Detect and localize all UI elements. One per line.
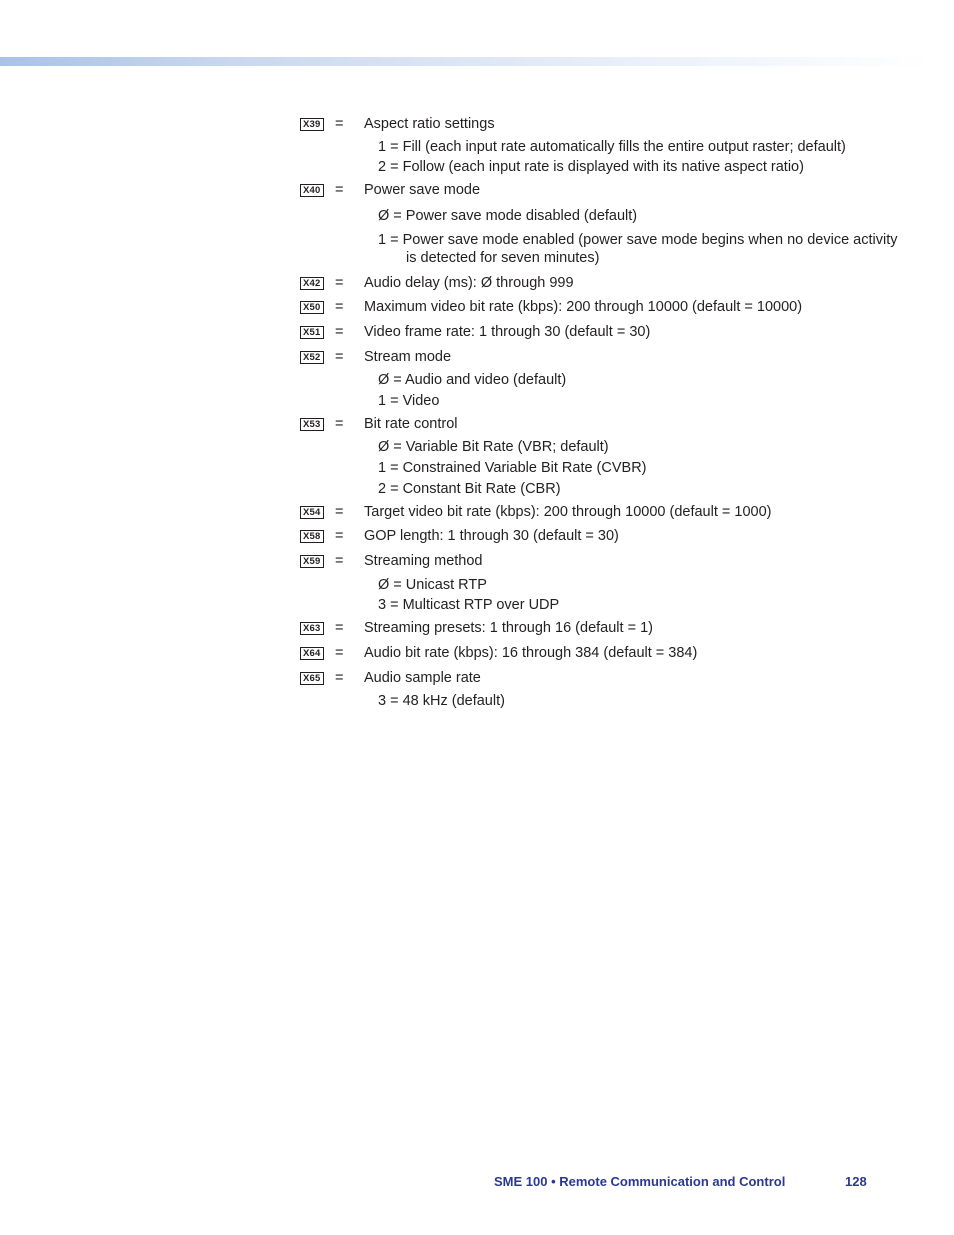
variable-option: 1 = Power save mode enabled (power save mode begins when no device activity is detected for seven minutes) xyxy=(378,232,898,266)
variable-description: Bit rate control xyxy=(364,416,458,432)
variable-description: Streaming presets: 1 through 16 (default = 1) xyxy=(364,620,653,636)
equals-sign: = xyxy=(335,553,344,569)
variable-option: 2 = Follow (each input rate is displayed with its native aspect ratio) xyxy=(378,159,804,175)
variable-tag: X63 xyxy=(300,622,324,635)
variable-description: Streaming method xyxy=(364,553,483,569)
variable-tag: X59 xyxy=(300,555,324,568)
equals-sign: = xyxy=(335,528,344,544)
equals-sign: = xyxy=(335,324,344,340)
variable-option: Ø = Variable Bit Rate (VBR; default) xyxy=(378,439,609,455)
variable-option: Ø = Power save mode disabled (default) xyxy=(378,208,638,224)
variable-option: 2 = Constant Bit Rate (CBR) xyxy=(378,481,561,497)
variable-tag: X40 xyxy=(300,184,324,197)
equals-sign: = xyxy=(335,182,344,198)
page-number: 128 xyxy=(845,1174,867,1189)
variable-description: Maximum video bit rate (kbps): 200 through 10000 (default = 10000) xyxy=(364,299,803,315)
variable-description: Stream mode xyxy=(364,349,452,365)
variable-description: GOP length: 1 through 30 (default = 30) xyxy=(364,528,619,544)
variable-option: 1 = Constrained Variable Bit Rate (CVBR) xyxy=(378,460,647,476)
variable-tag: X65 xyxy=(300,672,324,685)
variable-description: Video frame rate: 1 through 30 (default = 30) xyxy=(364,324,651,340)
variable-tag: X52 xyxy=(300,351,324,364)
variable-description: Audio sample rate xyxy=(364,670,481,686)
equals-sign: = xyxy=(335,670,344,686)
variable-tag: X53 xyxy=(300,418,324,431)
equals-sign: = xyxy=(335,504,344,520)
variable-tag: X42 xyxy=(300,277,324,290)
variable-description: Audio delay (ms): Ø through 999 xyxy=(364,275,574,291)
equals-sign: = xyxy=(335,620,344,636)
variable-tag: X64 xyxy=(300,647,324,660)
variable-option: 1 = Video xyxy=(378,393,440,409)
equals-sign: = xyxy=(335,349,344,365)
variable-option: 1 = Fill (each input rate automatically fills the entire output raster; default) xyxy=(378,139,846,155)
variable-description: Aspect ratio settings xyxy=(364,116,495,132)
variable-description: Target video bit rate (kbps): 200 through 10000 (default = 1000) xyxy=(364,504,772,520)
variable-option: Ø = Unicast RTP xyxy=(378,577,487,593)
equals-sign: = xyxy=(335,275,344,291)
variable-option: Ø = Audio and video (default) xyxy=(378,372,567,388)
variable-tag: X54 xyxy=(300,506,324,519)
variable-tag: X50 xyxy=(300,301,324,314)
variable-tag: X58 xyxy=(300,530,324,543)
footer-title: SME 100 • Remote Communication and Control xyxy=(494,1174,786,1189)
equals-sign: = xyxy=(335,416,344,432)
variable-tag: X51 xyxy=(300,326,324,339)
equals-sign: = xyxy=(335,645,344,661)
variable-description: Audio bit rate (kbps): 16 through 384 (default = 384) xyxy=(364,645,698,661)
equals-sign: = xyxy=(335,299,344,315)
header-gradient-bar xyxy=(0,57,930,66)
variable-tag: X39 xyxy=(300,118,324,131)
variable-description: Power save mode xyxy=(364,182,481,198)
equals-sign: = xyxy=(335,116,344,132)
variable-option: 3 = Multicast RTP over UDP xyxy=(378,597,560,613)
variable-option: 3 = 48 kHz (default) xyxy=(378,693,505,709)
